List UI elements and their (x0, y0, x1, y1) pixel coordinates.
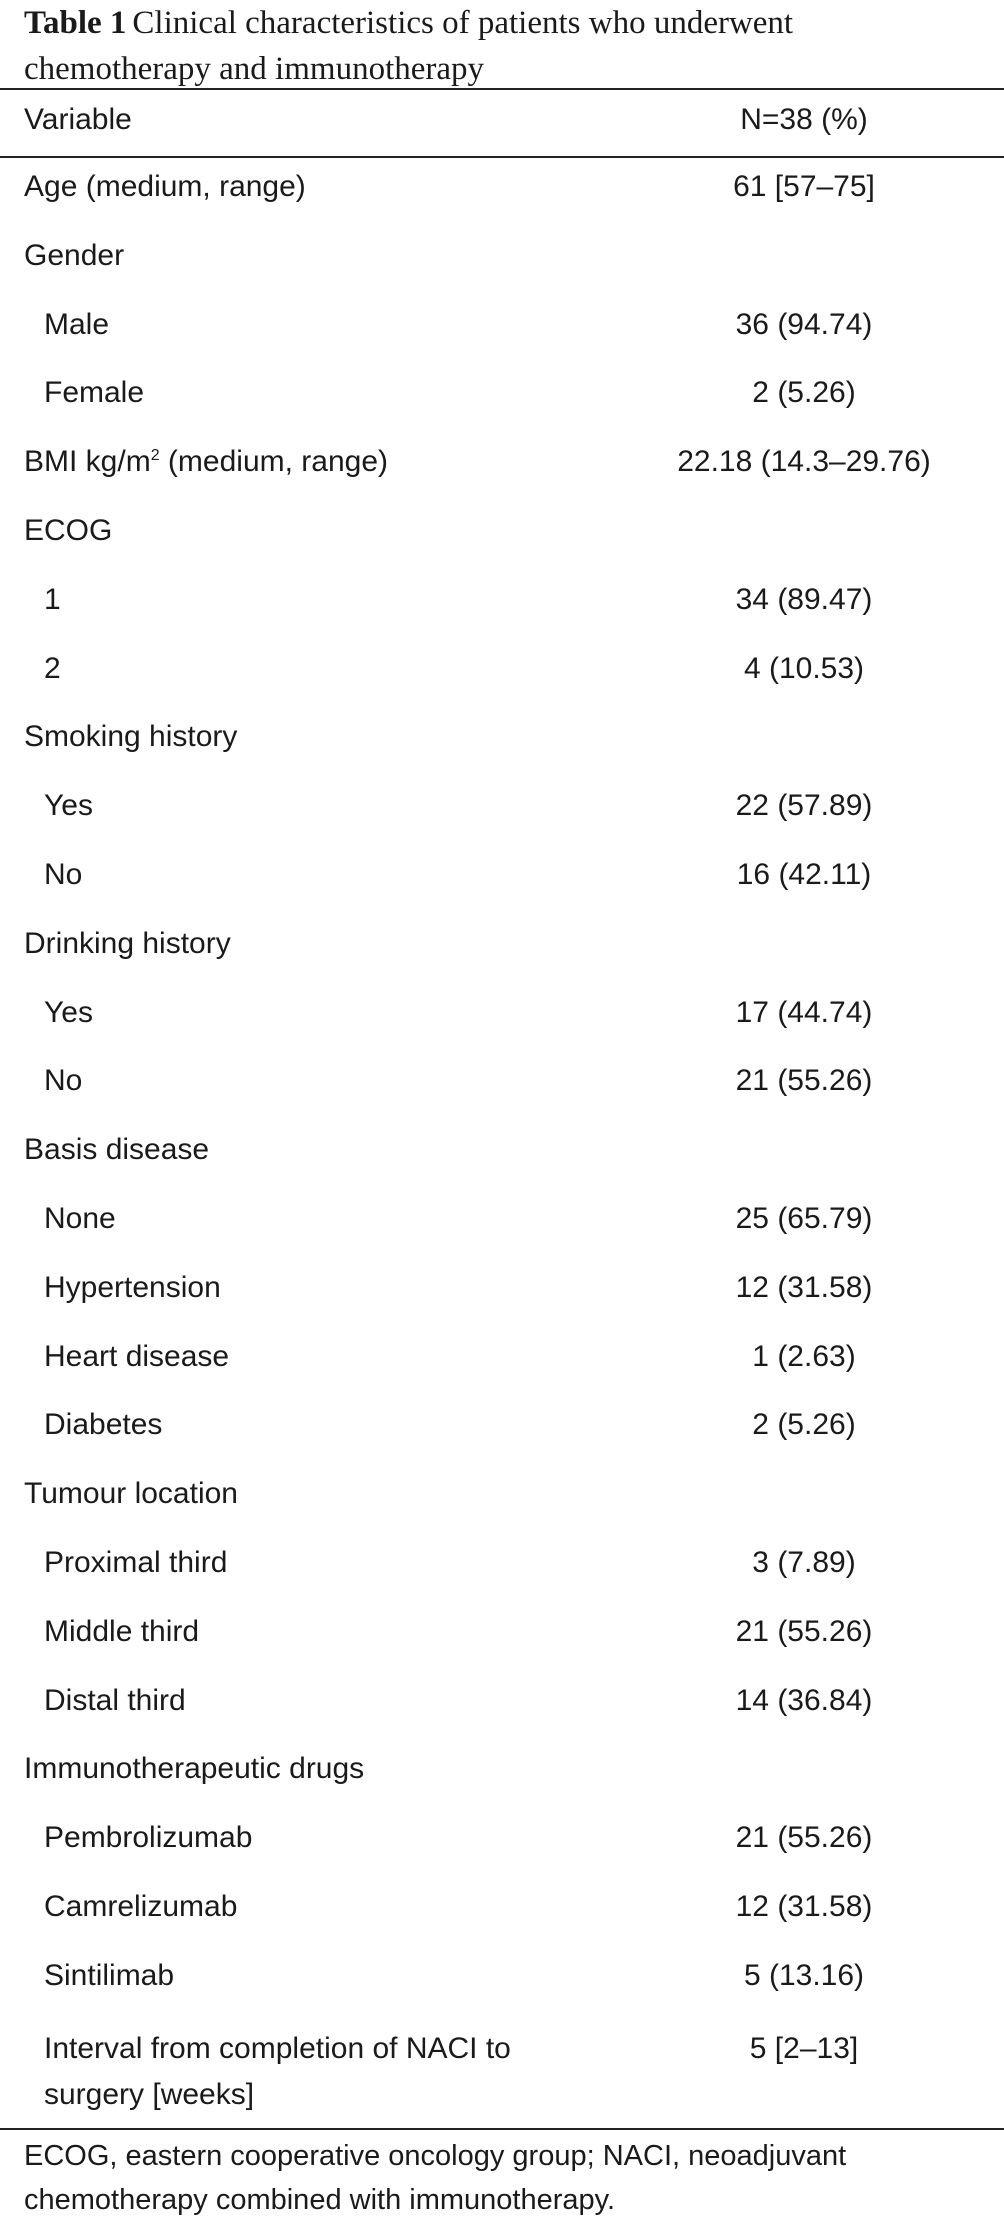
table-row (0, 915, 1004, 984)
row-value: 12 (31.58) (735, 1270, 873, 1304)
table-row (0, 1259, 1004, 1328)
table-row (0, 1534, 1004, 1603)
row-label: No (44, 857, 83, 891)
row-label: Female (44, 376, 145, 410)
row-label: Sintilimab (44, 1958, 175, 1992)
row-label: 2 (44, 651, 61, 685)
table-document (0, 0, 1004, 86)
row-value: 25 (65.79) (735, 1201, 873, 1235)
table-header-row (0, 90, 1004, 156)
table-row (0, 502, 1004, 571)
table-row (0, 1809, 1004, 1878)
table-row (0, 640, 1004, 709)
table-row (0, 1672, 1004, 1741)
table-row (0, 1603, 1004, 1672)
row-value: 3 (7.89) (752, 1545, 856, 1579)
table-caption-text: Clinical characteristics of patients who underwent chemotherapy and immunotherapy (24, 5, 794, 86)
row-label: Distal third (44, 1683, 186, 1717)
row-label: Yes (44, 789, 93, 823)
row-label: Basis disease (24, 1133, 210, 1167)
table-row (0, 158, 1004, 227)
header-count: N=38 (%) (740, 103, 868, 136)
row-label-part: (medium, range) (159, 445, 389, 479)
row-value: 17 (44.74) (735, 995, 873, 1029)
row-value: 12 (31.58) (735, 1889, 873, 1923)
row-label: Age (medium, range) (24, 170, 306, 203)
row-label: Diabetes (44, 1408, 163, 1442)
row-value: 2 (5.26) (752, 376, 856, 410)
table-caption-label: Table 1 (24, 5, 127, 41)
table-row (0, 1328, 1004, 1397)
row-value: 21 (55.26) (735, 1064, 873, 1098)
row-label: None (44, 1201, 116, 1235)
row-label-part: BMI kg/m (24, 445, 151, 479)
row-label: Camrelizumab (44, 1889, 238, 1923)
table-row (0, 2016, 1004, 2111)
row-label: Tumour location (24, 1477, 238, 1511)
table-row (0, 433, 1004, 502)
row-value: 1 (2.63) (752, 1339, 856, 1373)
row-label: Immunotherapeutic drugs (24, 1752, 365, 1786)
table-row (0, 1947, 1004, 2016)
row-value: 61 [57–75] (733, 170, 875, 203)
table-row (0, 1878, 1004, 1947)
table-row (0, 1740, 1004, 1809)
row-value: 21 (55.26) (735, 1821, 873, 1855)
row-label-superscript: 2 (150, 447, 160, 465)
table-row (0, 984, 1004, 1053)
row-label: Middle third (44, 1614, 200, 1648)
table-footnote: ECOG, eastern cooperative oncology group; NACI, neoadjuvant chemotherapy combined with immunotherapy. (24, 2140, 847, 2216)
header-variable: Variable (24, 103, 132, 136)
row-value: 5 [2–13] (749, 2031, 859, 2065)
table-row (0, 296, 1004, 365)
row-value: 22 (57.89) (735, 789, 873, 823)
row-label: Hypertension (44, 1270, 221, 1304)
row-label: Drinking history (24, 926, 231, 960)
table-body (0, 158, 1004, 2111)
table-row (0, 708, 1004, 777)
table-row (0, 227, 1004, 296)
row-label: Smoking history (24, 720, 238, 754)
row-value: 21 (55.26) (735, 1614, 873, 1648)
table-caption (0, 0, 1004, 86)
row-label: Pembrolizumab (44, 1821, 253, 1855)
row-label: Yes (44, 995, 93, 1029)
row-value: 14 (36.84) (735, 1683, 873, 1717)
row-value: 2 (5.26) (752, 1408, 856, 1442)
row-label: No (44, 1064, 83, 1098)
table-bottom-rule (0, 2128, 1004, 2130)
row-label: Interval from completion of NACI to surgery [weeks] (44, 2031, 511, 2111)
row-value: 34 (89.47) (735, 582, 873, 616)
table-row (0, 846, 1004, 915)
row-value: 36 (94.74) (735, 307, 873, 341)
table-row (0, 1121, 1004, 1190)
row-value: 22.18 (14.3–29.76) (677, 445, 931, 479)
table-row (0, 1190, 1004, 1259)
row-label: Proximal third (44, 1545, 228, 1579)
row-label: Gender (24, 238, 125, 272)
row-label: Male (44, 307, 110, 341)
table-row (0, 777, 1004, 846)
table-row (0, 571, 1004, 640)
table-row (0, 364, 1004, 433)
table-row (0, 1465, 1004, 1534)
table-row (0, 1396, 1004, 1465)
row-label: 1 (44, 582, 61, 616)
table-row (0, 1052, 1004, 1121)
row-value: 5 (13.16) (743, 1958, 865, 1992)
row-label: Heart disease (44, 1339, 230, 1373)
row-value: 16 (42.11) (736, 857, 872, 891)
row-label: ECOG (24, 513, 113, 547)
row-value: 4 (10.53) (743, 651, 865, 685)
row-label (24, 443, 584, 481)
